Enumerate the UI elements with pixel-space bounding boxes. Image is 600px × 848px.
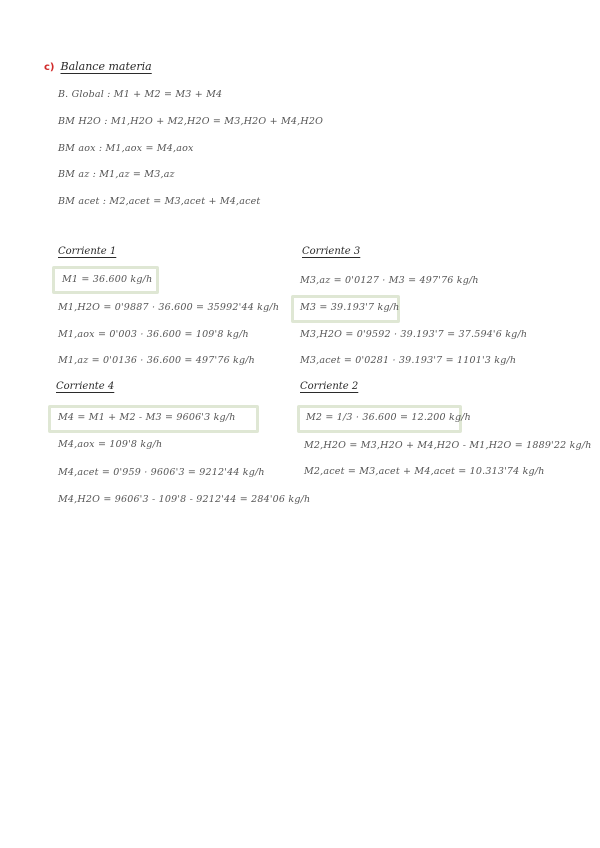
balance-global: B. Global : M1 + M2 = M3 + M4 [58,89,223,100]
corriente-2-line: M2,acet = M3,acet + M4,acet = 10.313'74 kg/h [304,466,545,477]
corriente-1-line: M1 = 36.600 kg/h [62,274,153,285]
section-letter: c) [44,62,55,73]
corriente-2-line: M2 = 1/3 · 36.600 = 12.200 kg/h [306,412,471,423]
corriente-4-line: M4,aox = 109'8 kg/h [58,439,163,450]
corriente-4-line: M4,acet = 0'959 · 9606'3 = 9212'44 kg/h [58,467,265,478]
section-heading [44,60,152,73]
corriente-3-title: Corriente 3 [302,246,361,257]
corriente-4-line: M4,H2O = 9606'3 - 109'8 - 9212'44 = 284'06 kg/h [58,494,311,505]
corriente-3-line: M3,H2O = 0'9592 · 39.193'7 = 37.594'6 kg/h [300,329,528,340]
corriente-1-line: M1,aox = 0'003 · 36.600 = 109'8 kg/h [58,329,249,340]
balance-acet: BM acet : M2,acet = M3,acet + M4,acet [58,196,261,207]
corriente-1-line: M1,az = 0'0136 · 36.600 = 497'76 kg/h [58,355,256,366]
balance-aox: BM aox : M1,aox = M4,aox [58,143,194,154]
balance-h2o: BM H2O : M1,H2O + M2,H2O = M3,H2O + M4,H2O [58,116,324,127]
corriente-1-line: M1,H2O = 0'9887 · 36.600 = 35992'44 kg/h [58,302,280,313]
corriente-4-line: M4 = M1 + M2 - M3 = 9606'3 kg/h [58,412,236,423]
balance-az: BM az : M1,az = M3,az [58,169,175,180]
corriente-2-title: Corriente 2 [300,381,359,392]
corriente-3-line: M3,acet = 0'0281 · 39.193'7 = 1101'3 kg/h [300,355,517,366]
corriente-2-line: M2,H2O = M3,H2O + M4,H2O - M1,H2O = 1889'22 kg/h [304,440,592,451]
corriente-3-line: M3,az = 0'0127 · M3 = 497'76 kg/h [300,275,479,286]
corriente-1-title: Corriente 1 [58,246,117,257]
section-title: Balance materia [60,60,152,73]
corriente-3-line: M3 = 39.193'7 kg/h [300,302,400,313]
corriente-4-title: Corriente 4 [56,381,115,392]
